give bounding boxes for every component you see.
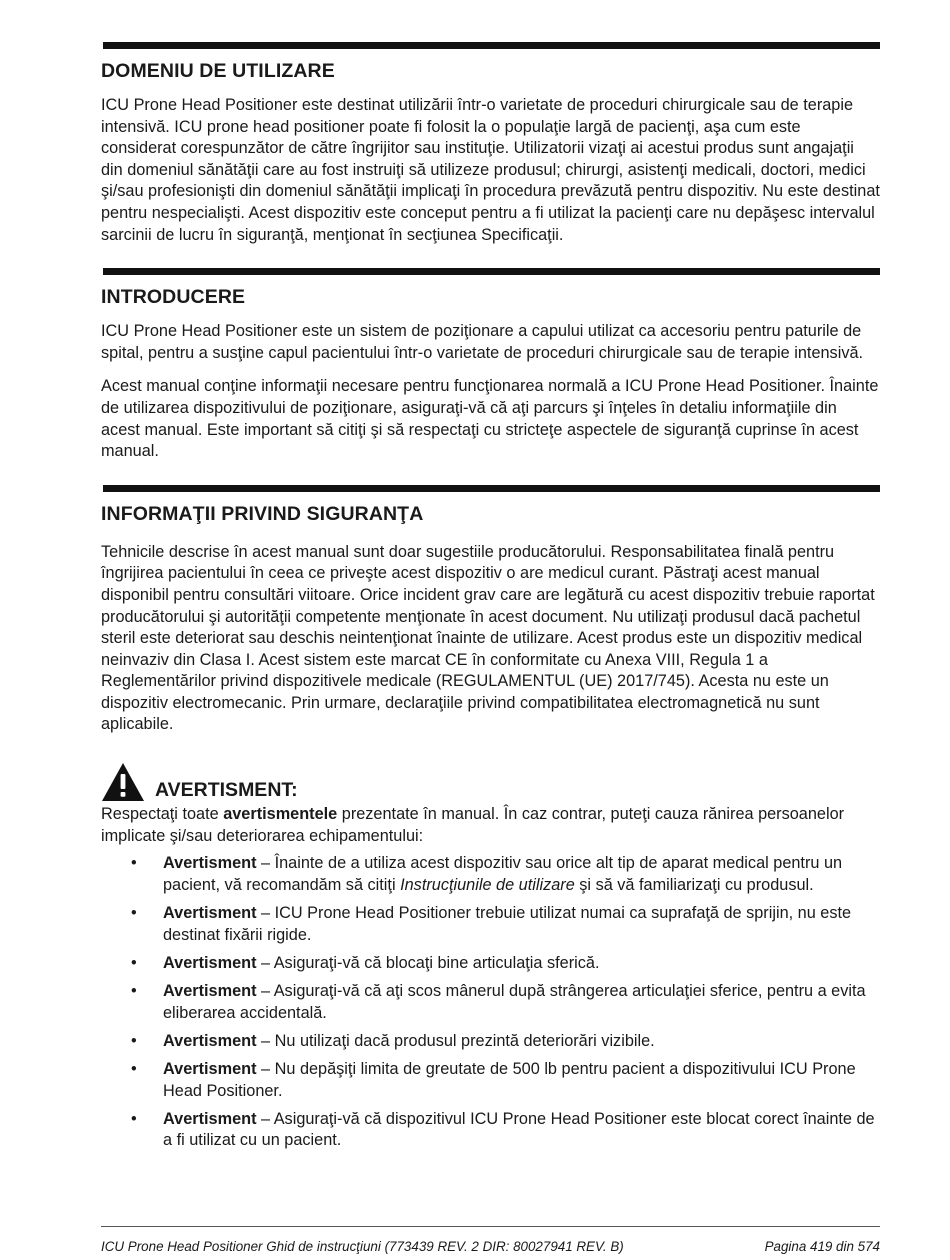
section-title: INTRODUCERE — [101, 286, 246, 309]
warning-text: – Înainte de a utiliza acest dispozitiv sau orice alt tip de aparat medical pentru un pacient, vă recomandăm să citiţi — [163, 854, 843, 894]
section-paragraph: ICU Prone Head Positioner este destinat utilizării într-o varietate de proceduri chirurgicale sau de terapie intensivă. ICU prone head positioner poate fi folosit la o populaţie largă de pacienţi, aşa cum este considerat corespunzător de către îngrijitor sau instituţie. Utilizatorii vizaţi ai acestui produs sunt angajaţii din domeniul sănătăţii care au fost instruiţi să utilizeze produsul; chirurgi, asistenţi medicali, doctori, medici şi/sau profesionişti din domeniul sănătăţii implicaţi în procedura prevăzută pentru dispozitiv. Nu este destinat pentru nespecialişti. Acest dispozitiv este conceput pentru a fi utilizat la pacienţi care nu depăşesc intervalul sarcinii de lucru în siguranţă, menţionat în secţiunea Specificaţii. — [101, 96, 880, 244]
warning-label: Avertisment — [163, 1031, 257, 1050]
section-paragraph: Tehnicile descrise în acest manual sunt doar sugestiile producătorului. Responsabilitatea finală pentru îngrijirea pacientului în ceea ce priveşte acest dispozitiv o are medicul curant. Păstraţi acest manual disponibil pentru consultări viitoare. Orice incident grav care are legătură cu acest dispozitiv trebuie raportat producătorului şi autorităţii competente menţionate în acest document. Nu utilizaţi produsul dacă pachetul steril este deteriorat sau deschis neintenţionat înainte de utilizare. Acest produs este un dispozitiv medical neinvaziv din Clasa I. Acest sistem este marcat CE în conformitate cu Anexa VIII, Regula 1 a Reglementărilor privind dispozitivele medicale (REGULAMENTUL (UE) 2017/745). Acesta nu este un dispozitiv electromecanic. Prin urmare, declaraţiile privind compatibilitatea electromagnetică nu sunt aplicabile. — [101, 542, 875, 734]
warning-item — [101, 903, 880, 946]
warning-list — [101, 853, 880, 1152]
bullet: • — [131, 1109, 137, 1128]
document-page — [101, 42, 880, 1159]
warning-text: – Asiguraţi-vă că dispozitivul ICU Prone Head Positioner este blocat corect înainte de a fi utilizat cu un pacient. — [163, 1109, 875, 1150]
warning-intro-text: Respectaţi toate — [101, 805, 224, 824]
warning-intro-bold: avertismentele — [223, 805, 338, 824]
footer-document-title: ICU Prone Head Positioner Ghid de instrucţiuni (773439 REV. 2 DIR: 80027941 REV. B) — [101, 1239, 624, 1254]
warning-label: Avertisment — [163, 982, 257, 1000]
warning-label: Avertisment — [163, 904, 257, 923]
footer-page-number: Pagina 419 din 574 — [764, 1239, 880, 1254]
warning-label: Avertisment — [163, 1059, 257, 1078]
warning-item — [101, 1031, 880, 1053]
warning-text: – Nu depăşiţi limita de greutate de 500 lb pentru pacient a dispozitivului ICU Prone Head Positioner. — [163, 1059, 856, 1100]
warning-text: – Asiguraţi-vă că aţi scos mânerul după strângerea articulaţiei sferice, pentru a evita eliberarea accidentală. — [163, 982, 866, 1022]
section-divider — [103, 42, 880, 49]
warning-text: şi să vă familiarizaţi cu produsul. — [574, 875, 814, 894]
section-introducere — [101, 268, 880, 463]
footer-divider — [101, 1226, 880, 1227]
bullet: • — [131, 904, 137, 923]
warning-item — [101, 1109, 880, 1152]
warning-label: Avertisment — [163, 854, 257, 873]
section-title: INFORMAŢII PRIVIND SIGURANŢA — [101, 502, 424, 525]
warning-label: Avertisment — [163, 1109, 257, 1128]
warning-item — [101, 953, 880, 975]
warning-text: – Asiguraţi-vă că blocaţi bine articulaţia sferică. — [256, 953, 600, 972]
warning-item — [101, 981, 880, 1024]
warning-text: – Nu utilizaţi dacă produsul prezintă deteriorări vizibile. — [256, 1031, 655, 1050]
bullet: • — [131, 1059, 137, 1078]
warning-label: Avertisment — [163, 953, 257, 972]
warning-triangle-icon — [101, 762, 145, 802]
section-domeniu — [101, 42, 880, 246]
section-divider — [103, 268, 880, 275]
warning-block — [101, 762, 880, 1152]
bullet: • — [131, 982, 137, 1000]
warning-header — [101, 762, 880, 802]
warning-item — [101, 853, 880, 896]
section-paragraph: ICU Prone Head Positioner este un sistem de poziţionare a capului utilizat ca accesoriu pentru paturile de spital, pentru a susţine capul pacientului într-o varietate de proceduri chirurgicale sau de terapie intensivă. — [101, 322, 864, 362]
bullet: • — [131, 1031, 137, 1050]
section-divider — [103, 485, 880, 492]
warning-text: – ICU Prone Head Positioner trebuie utilizat numai ca suprafaţă de sprijin, nu este destinat fixării rigide. — [163, 904, 852, 944]
warning-intro-text: prezentate în manual. În caz contrar, puteţi cauza rănirea persoanelor implicate şi/sau deteriorarea echipamentului: — [101, 805, 845, 845]
warning-italic-text: Instrucţiunile de utilizare — [400, 875, 575, 894]
section-paragraph: Acest manual conţine informaţii necesare pentru funcţionarea normală a ICU Prone Head Positioner. Înainte de utilizarea dispozitivului de poziţionare, asiguraţi-vă că aţi parcurs şi înţeles în detaliu informaţiile din acest manual. Este important să citiţi şi să respectaţi cu stricteţe aspectele de siguranţă cuprinse în acest manual. — [101, 377, 879, 461]
warning-item — [101, 1059, 880, 1102]
section-siguranta — [101, 485, 880, 736]
warning-title: AVERTISMENT: — [155, 779, 298, 802]
section-title: DOMENIU DE UTILIZARE — [101, 60, 335, 82]
bullet: • — [131, 854, 137, 873]
warning-intro — [101, 804, 880, 847]
bullet: • — [131, 953, 137, 972]
